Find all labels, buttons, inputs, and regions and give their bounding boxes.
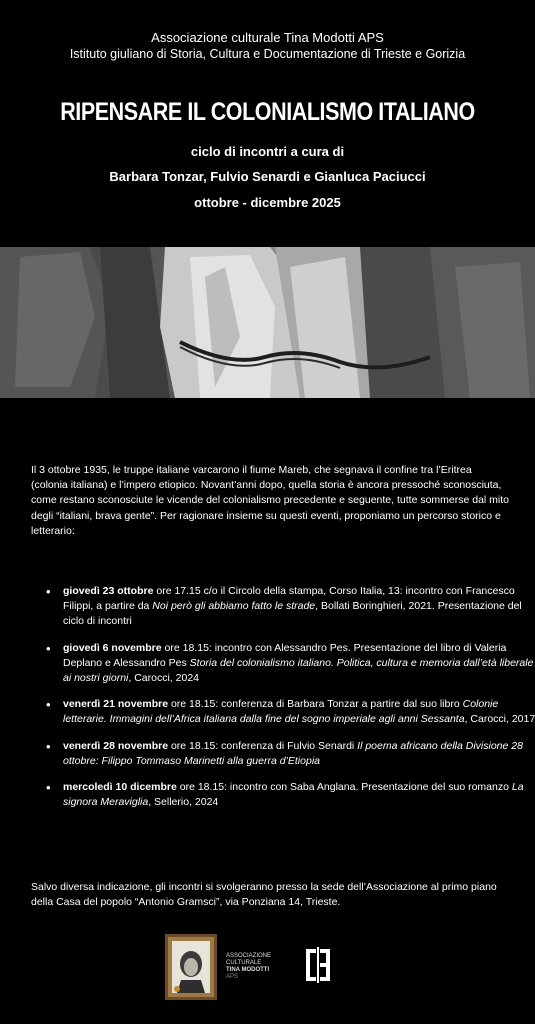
- list-item: • venerdì 21 novembre ore 18.15: conferenza di Barbara Tonzar a partire dal suo libro Colonie letterarie. Immagini dell’Africa italiana dalla fine del sogno imperiale agli anni Sessanta, Carocci, 2017: [63, 697, 535, 727]
- event-date: giovedì 23 ottobre: [63, 585, 154, 597]
- tina-modotti-portrait-logo: [165, 934, 217, 1000]
- curators: Barbara Tonzar, Fulvio Senardi e Gianluca Paciucci: [109, 169, 426, 184]
- istituto-giuliano-logo: [302, 945, 334, 985]
- list-item: • venerdì 28 novembre ore 18.15: conferenza di Fulvio Senardi Il poema africano della Divisione 28 ottobre: Filippo Tommaso Marinetti alla guerra d’Etiopia: [63, 739, 535, 769]
- list-item: • giovedì 23 ottobre ore 17.15 c/o il Circolo della stampa, Corso Italia, 13: incontro con Francesco Filippi, a partire da Noi però gli abbiamo fatto le strade, Bollati Boringhieri, 2021. Presentazione del ciclo di incontri: [63, 584, 535, 630]
- list-item: • giovedì 6 novembre ore 18.15: incontro con Alessandro Pes. Presentazione del libro di Valeria Deplano e Alessandro Pes Storia del colonialismo italiano. Politica, cultura e memoria dall’età liberale ai nostri giorni, Carocci, 2024: [63, 641, 535, 687]
- org-line-2: Istituto giuliano di Storia, Cultura e Documentazione di Trieste e Gorizia: [69, 47, 466, 61]
- association-logo-text: ASSOCIAZIONE CULTURALE TINA MODOTTI APS: [226, 953, 272, 980]
- event-date: venerdì 28 novembre: [63, 739, 169, 752]
- book-title: Storia del colonialismo italiano. Politica, cultura e memoria dall’età liberale ai nostri giorni: [63, 656, 534, 685]
- event-list: [31, 584, 535, 821]
- book-title: Il poema africano della Divisione 28 ottobre: Filippo Tommaso Marinetti alla guerra d’Etiopia: [63, 739, 523, 767]
- subtitle: ciclo di incontri a cura di: [190, 144, 345, 159]
- book-title: Noi però gli abbiamo fatto le strade: [152, 600, 316, 613]
- event-date: giovedì 6 novembre: [63, 641, 162, 654]
- book-title: La signora Meraviglia: [63, 781, 524, 809]
- list-item: • mercoledì 10 dicembre ore 18.15: incontro con Saba Anglana. Presentazione del suo romanzo La signora Meraviglia, Sellerio, 2024: [63, 780, 535, 810]
- period: ottobre - dicembre 2025: [194, 195, 341, 210]
- event-date: venerdì 21 novembre: [63, 698, 169, 711]
- book-title: Colonie letterarie. Immagini dell’Africa italiana dalla fine del sogno imperiale agli anni Sessanta: [63, 698, 499, 726]
- org-line-1: Associazione culturale Tina Modotti APS: [151, 30, 384, 45]
- historical-photo: [0, 247, 535, 398]
- venue-note: Salvo diversa indicazione, gli incontri si svolgeranno presso la sede dell’Associazione al primo piano della Casa del popolo “Antonio Gramsci”, via Ponziana 14, Trieste.: [31, 881, 497, 909]
- intro-paragraph: Il 3 ottobre 1935, le truppe italiane varcarono il fiume Mareb, che segnava il confine tra l’Eritrea (colonia italiana) e l’impero etiopico. Novant’anni dopo, quella storia è ancora pressoché sconosciuta, come restano sconosciute le vicende del colonialismo precedente e seguente, tutte sommerse dal mito degli “italiani, brava gente”. Per ragionare insieme su questi eventi, proponiamo un percorso storico e letterario:: [31, 464, 510, 537]
- event-date: mercoledì 10 dicembre: [63, 781, 177, 794]
- page-title: RIPENSARE IL COLONIALISMO ITALIANO: [60, 98, 475, 126]
